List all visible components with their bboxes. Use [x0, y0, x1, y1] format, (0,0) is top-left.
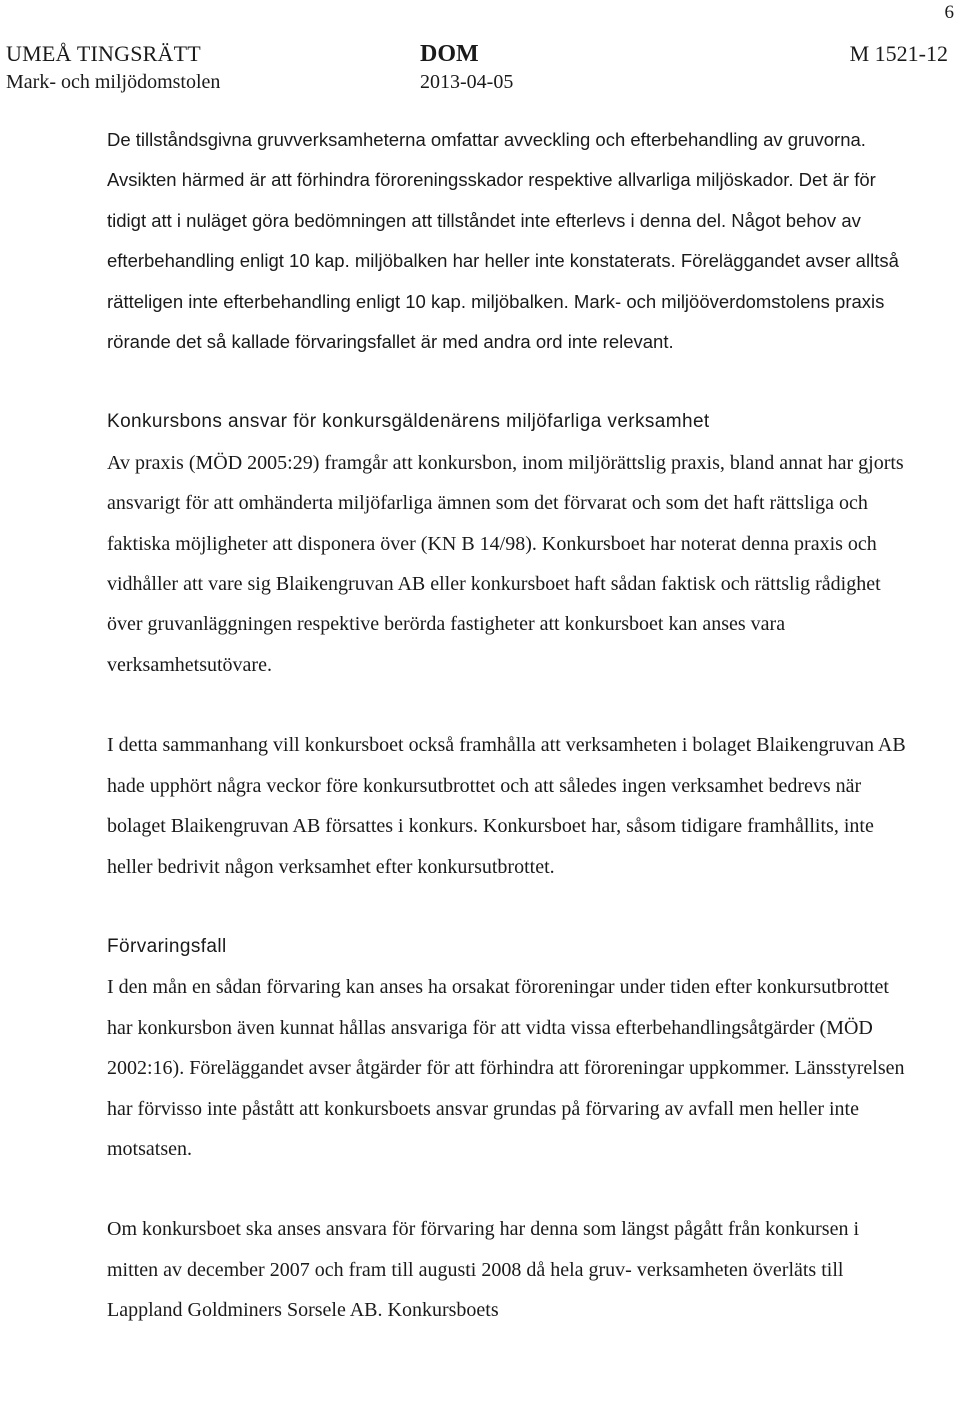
- court-block: [6, 40, 220, 96]
- court-division: Mark- och miljödomstolen: [6, 71, 221, 93]
- document-date: 2013-04-05: [420, 71, 514, 93]
- document-header: [0, 40, 960, 104]
- paragraph: Av praxis (MÖD 2005:29) framgår att konkursbon, inom miljörättslig praxis, bland annat har gjorts ansvarigt för att omhänderta miljöfarliga ämnen som det förvarat och som det haft rättsliga och faktiska möjligheter att disponera över (KN B 14/98). Konkursboet har noterat denna praxis och vidhåller att vare sig Blaikengruvan AB eller konkursboet haft sådan faktisk och rättslig rådighet över gruvanläggningen respektive berörda fastigheter att konkursboet kan anses vara verksamhetsutövare.: [107, 451, 904, 676]
- case-number-block: [850, 40, 948, 68]
- document-type: DOM: [420, 41, 479, 67]
- section-heading: Förvaringsfall: [107, 935, 227, 957]
- section-heading: Konkursbons ansvar för konkursgäldenärens miljöfarliga verksamhet: [107, 411, 710, 433]
- paragraph: De tillståndsgivna gruvverksamheterna omfattar avveckling och efterbehandling av gruvorna. Avsikten härmed är att förhindra föroreningsskador respektive allvarliga miljöskador. Det är för tidigt att i nuläget göra bedömningen att tillståndet inte efterlevs i denna del. Något behov av efterbehandling enligt 10 kap. miljöbalken har heller inte konstaterats. Föreläggandet avser alltså rätteligen inte efterbehandling enligt 10 kap. miljöbalken. Mark- och miljööverdomstolens praxis rörande det så kallade förvaringsfallet är med andra ord inte relevant.: [107, 129, 899, 353]
- case-number: M 1521-12: [849, 41, 948, 66]
- paragraph-gap: [107, 362, 907, 402]
- document-type-block: [420, 40, 513, 96]
- paragraph: I den mån en sådan förvaring kan anses ha orsakat föroreningar under tiden efter konkursutbrottet har konkursbon även kunnat hållas ansvariga för att vidta vissa efterbehandlingsåtgärder (MÖD 2002:16). Föreläggandet avser åtgärder för att förhindra att föroreningar uppkommer. Länsstyrelsen har förvisso inte påstått att konkursboets ansvar grundas på förvaring av avfall men heller inte motsatsen.: [107, 976, 905, 1160]
- document-body: [107, 120, 907, 1331]
- paragraph: Om konkursboet ska anses ansvara för förvaring har denna som längst pågått från konkursen i mitten av december 2007 och fram till augusti 2008 då hela gruv- verksamheten överläts till Lappland Goldminers Sorsele AB. Konkursboets: [107, 1218, 860, 1322]
- page-number: 6: [944, 2, 954, 23]
- court-name: UMEÅ TINGSRÄTT: [6, 41, 201, 66]
- paragraph-gap: [107, 1169, 907, 1209]
- paragraph-gap: [107, 685, 907, 725]
- paragraph: I detta sammanhang vill konkursboet också framhålla att verksamheten i bolaget Blaikengruvan AB hade upphört några veckor före konkursutbrottet och att således ingen verksamhet bedrevs när bolaget Blaikengruvan AB försattes i konkurs. Konkursboet har, såsom tidigare framhållits, inte heller bedrivit någon verksamhet efter konkursutbrottet.: [107, 734, 906, 878]
- paragraph-gap: [107, 887, 907, 927]
